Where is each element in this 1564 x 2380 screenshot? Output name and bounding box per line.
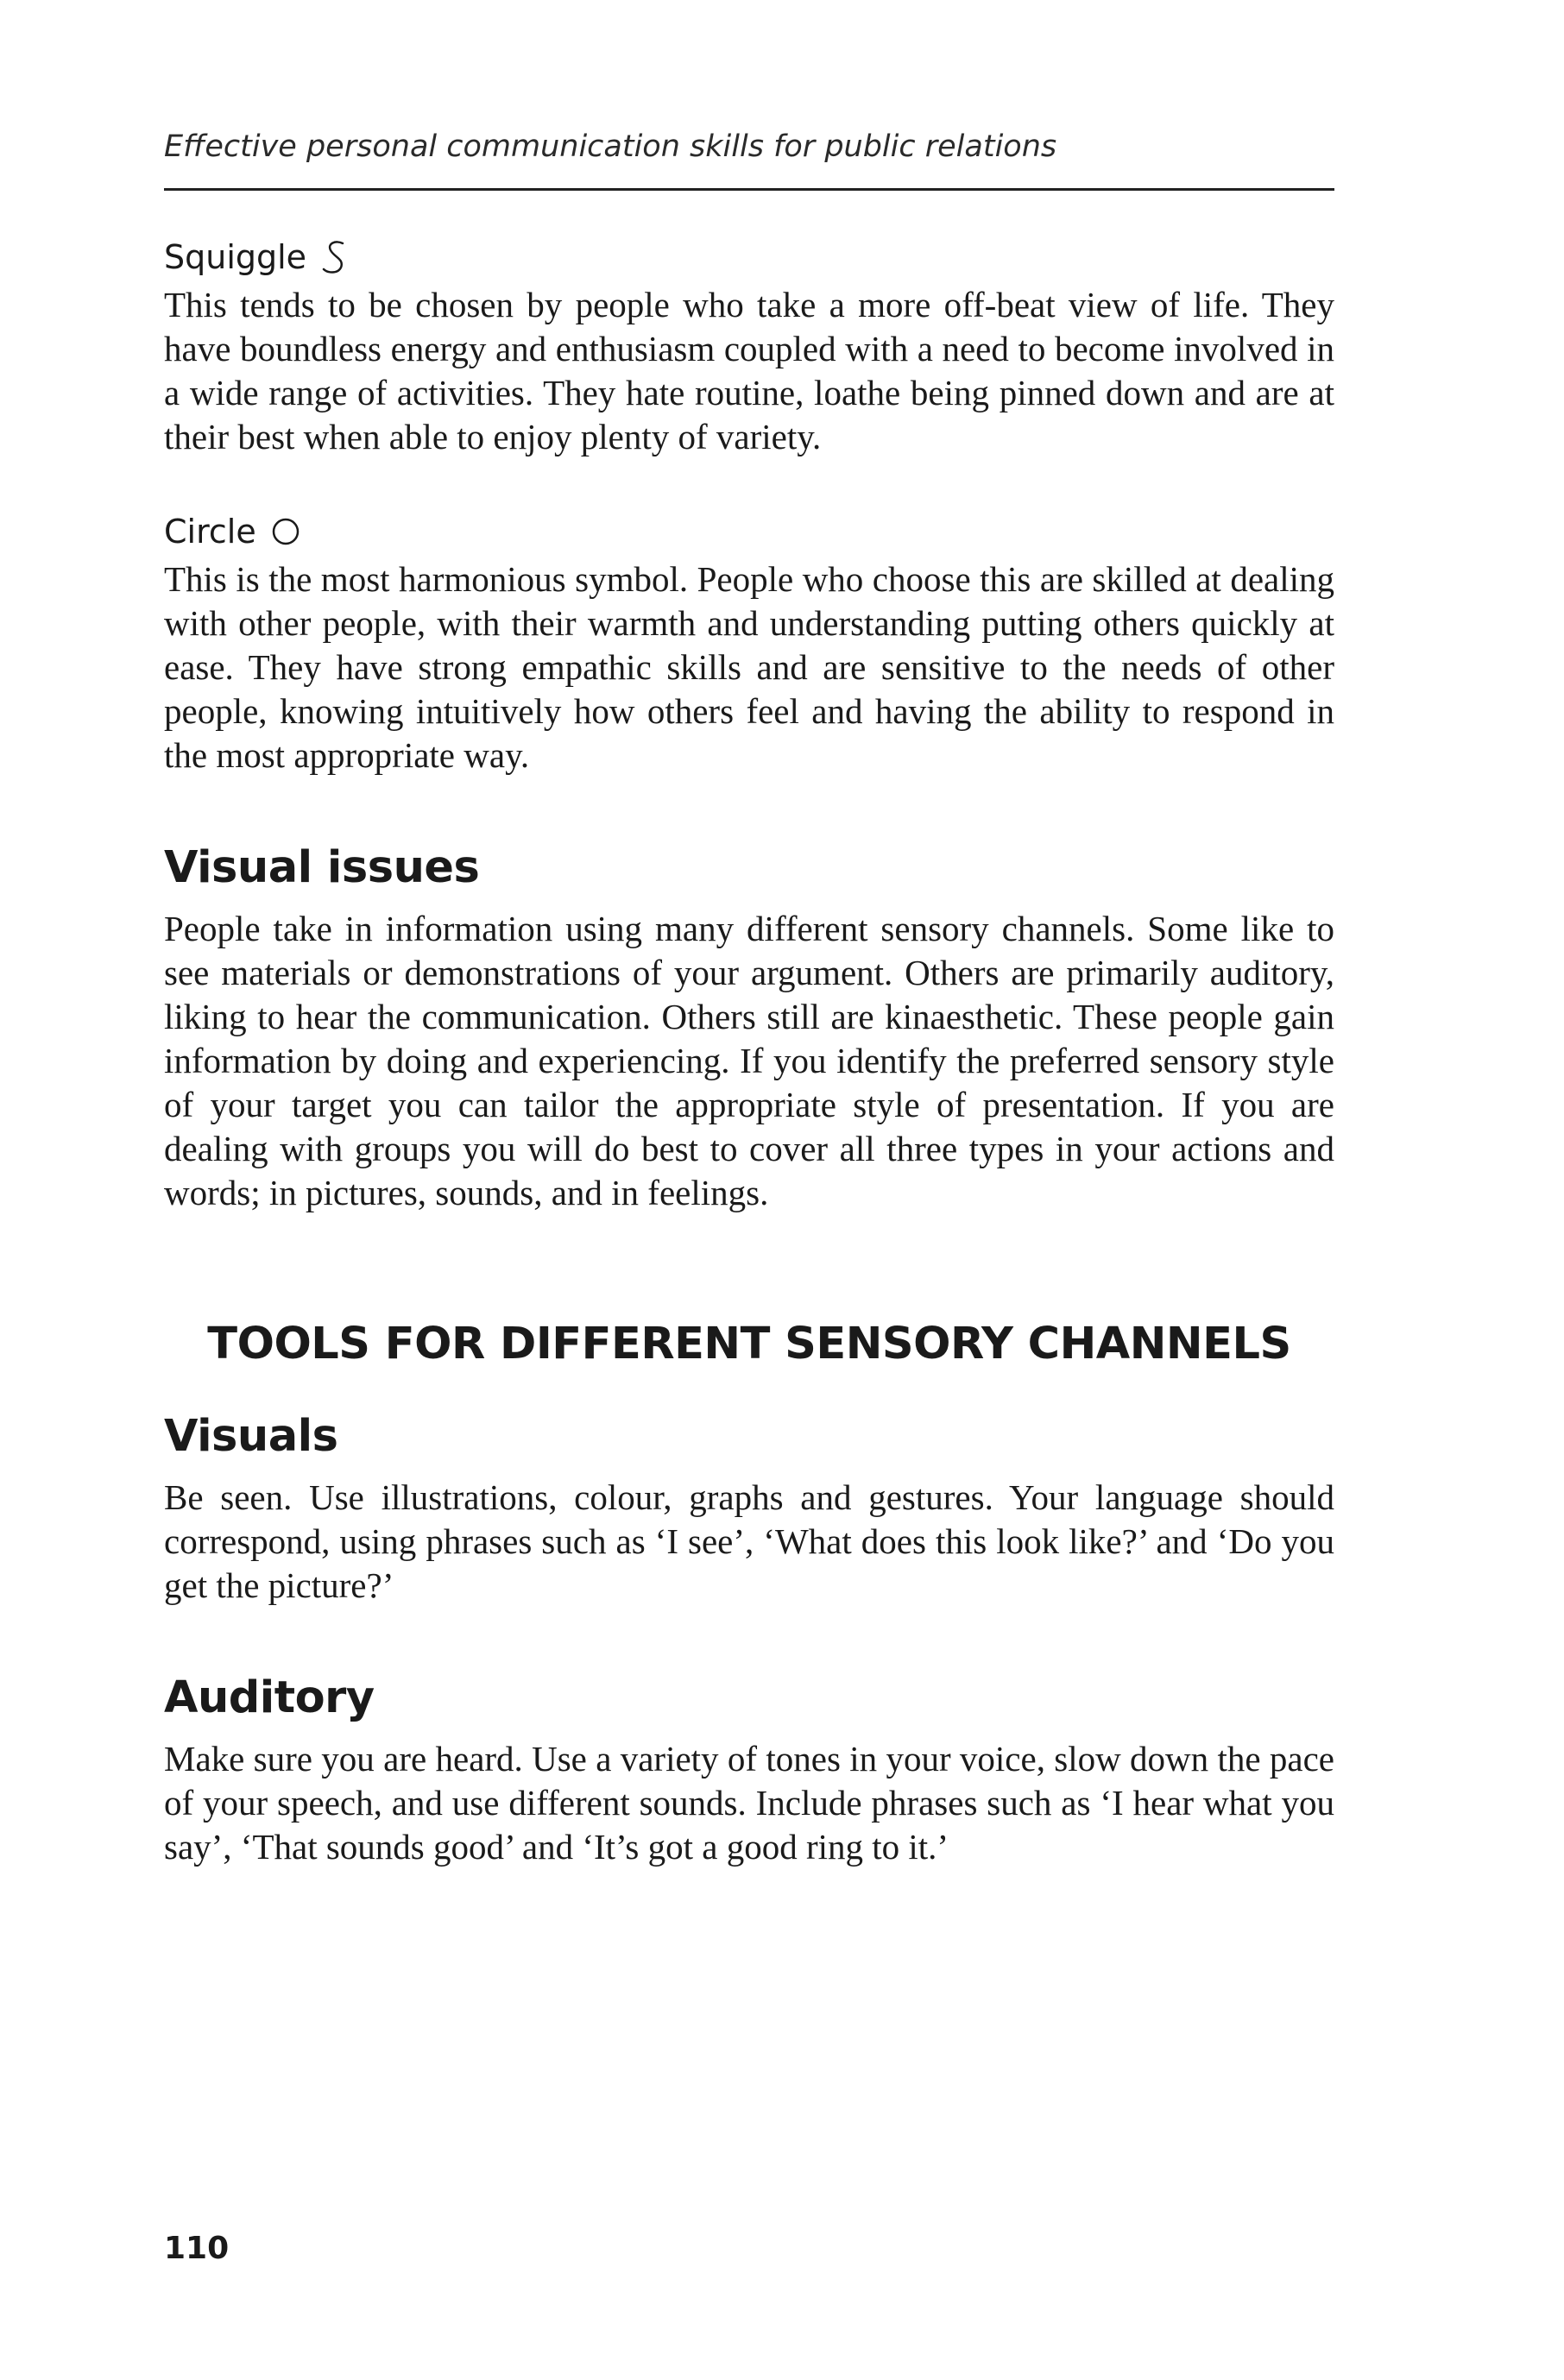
visuals-heading: Visuals [164, 1411, 338, 1462]
header-rule [164, 188, 1334, 191]
circle-label [164, 507, 1334, 556]
auditory-text: Make sure you are heard. Use a variety of tones in your voice, slow down the pace of your speech, and use different sounds. Include phrases such as ‘I hear what you say’, ‘That sounds good’ and ‘It’s got a good ring to it.’ [164, 1739, 1334, 1867]
visuals-text: Be seen. Use illustrations, colour, graphs and gestures. Your language should correspond, using phrases such as ‘I see’, ‘What does this look like?’ and ‘Do you get the picture?’ [164, 1477, 1334, 1605]
circle-icon [270, 516, 301, 547]
circle-label-text: Circle [164, 513, 256, 551]
squiggle-label-text: Squiggle [164, 238, 307, 276]
book-page [164, 0, 1334, 2380]
page-content [164, 233, 1334, 1869]
squiggle-description: This tends to be chosen by people who take a more off-beat view of life. They have boundless energy and enthusiasm coupled with a need to become involved in a wide range of activities. They hate routine, loathe being pinned down and are at their best when able to enjoy plenty of variety. [164, 285, 1334, 456]
squiggle-icon [320, 238, 351, 276]
tools-heading: TOOLS FOR DIFFERENT SENSORY CHANNELS [207, 1319, 1291, 1369]
page-number: 110 [164, 2231, 230, 2266]
auditory-heading: Auditory [164, 1672, 375, 1723]
visual-issues-heading: Visual issues [164, 842, 480, 893]
circle-description: This is the most harmonious symbol. People who choose this are skilled at dealing with other people, with their warmth and understanding putting others quickly at ease. They have strong empathic skills and are sensitive to the needs of other people, knowing intuitively how others feel and having the ability to respond in the most appropriate way. [164, 559, 1334, 775]
running-head: Effective personal communication skills for public relations [164, 129, 1057, 164]
visual-issues-text: People take in information using many different sensory channels. Some like to see materials or demonstrations of your argument. Others are primarily auditory, liking to hear the communication. Others still are kinaesthetic. These people gain information by doing and experiencing. If you identify the preferred sensory style of your target you can tailor the appropriate style of presentation. If you are dealing with groups you will do best to cover all three types in your actions and words; in pictures, sounds, and in feelings. [164, 909, 1334, 1212]
squiggle-label [164, 233, 1334, 281]
